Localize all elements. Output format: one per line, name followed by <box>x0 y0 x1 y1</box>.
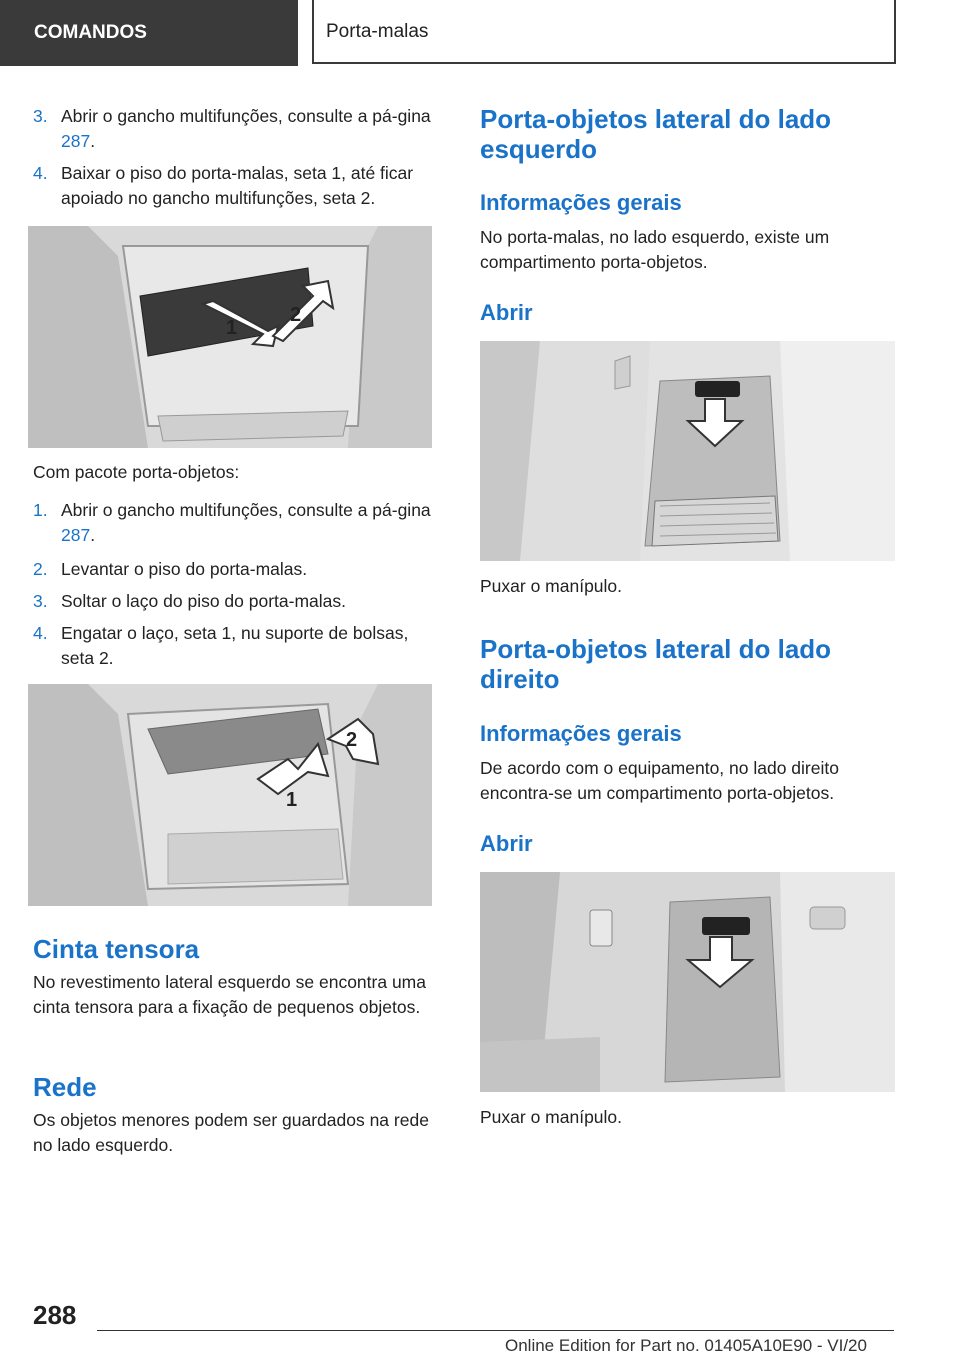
cinta-text: No revestimento lateral esquerdo se encontra uma cinta tensora para a fixação de pequenos objetos. <box>33 972 426 1017</box>
right-compartment-figure <box>480 872 895 1092</box>
trunk-illustration <box>28 226 432 448</box>
rede-text: Os objetos menores podem ser guardados na rede no lado esquerdo. <box>33 1110 429 1155</box>
left-compartment-figure <box>480 341 895 561</box>
subsection-title: Abrir <box>480 831 533 856</box>
footer-divider <box>97 1330 894 1331</box>
open-caption: Puxar o manípulo. <box>480 1107 623 1127</box>
step-text: Abrir o gancho multifunções, consulte a pá-gina <box>61 106 431 126</box>
arrow-label-1: 1 <box>226 317 238 339</box>
step-number: 1. <box>33 500 48 520</box>
step-number: 3. <box>33 106 48 126</box>
arrow-label-2: 2 <box>346 729 358 751</box>
subsection-title: Abrir <box>480 300 533 325</box>
step-text: Abrir o gancho multifunções, consulte a pá-gina <box>61 500 431 520</box>
page-link[interactable]: 287 <box>61 131 91 151</box>
trunk-illustration <box>28 684 432 906</box>
step-number: 4. <box>33 623 48 643</box>
with-pack-text: Com pacote porta-objetos: <box>33 462 240 482</box>
page-number: 288 <box>33 1300 77 1330</box>
trunk-floor-figure <box>28 226 432 448</box>
info-text: No porta-malas, no lado esquerdo, existe um compartimento porta-objetos. <box>480 227 830 272</box>
chapter-title: Porta-malas <box>312 0 896 64</box>
step-text: Baixar o piso do porta-malas, seta 1, até ficar apoiado no gancho multifunções, seta 2. <box>61 163 414 208</box>
edition-text: Online Edition for Part no. 01405A10E90 - VI/20 <box>505 1336 867 1355</box>
subsection-title: Informações gerais <box>480 721 682 746</box>
section-title-cinta: Cinta tensora <box>33 934 200 964</box>
step-text: Soltar o laço do piso do porta-malas. <box>61 591 347 611</box>
section-title-right-compartment: Porta-objetos lateral do lado direito <box>480 634 832 694</box>
open-caption: Puxar o manípulo. <box>480 576 623 596</box>
arrow-label-1: 1 <box>286 789 298 811</box>
compartment-illustration <box>480 341 895 561</box>
step-number: 3. <box>33 591 48 611</box>
step-number: 2. <box>33 559 48 579</box>
page-link[interactable]: 287 <box>61 525 91 545</box>
trunk-strap-figure <box>28 684 432 906</box>
step-text: Levantar o piso do porta-malas. <box>61 559 308 579</box>
section-title-left-compartment: Porta-objetos lateral do lado esquerdo <box>480 104 832 164</box>
section-tab: COMANDOS <box>0 0 298 66</box>
section-title-rede: Rede <box>33 1072 97 1102</box>
arrow-label-2: 2 <box>290 304 302 326</box>
step-text: Engatar o laço, seta 1, nu suporte de bolsas, seta 2. <box>61 623 409 668</box>
subsection-title: Informações gerais <box>480 190 682 215</box>
compartment-illustration <box>480 872 895 1092</box>
step-number: 4. <box>33 163 48 183</box>
info-text: De acordo com o equipamento, no lado direito encontra-se um compartimento porta-objetos. <box>480 758 839 803</box>
